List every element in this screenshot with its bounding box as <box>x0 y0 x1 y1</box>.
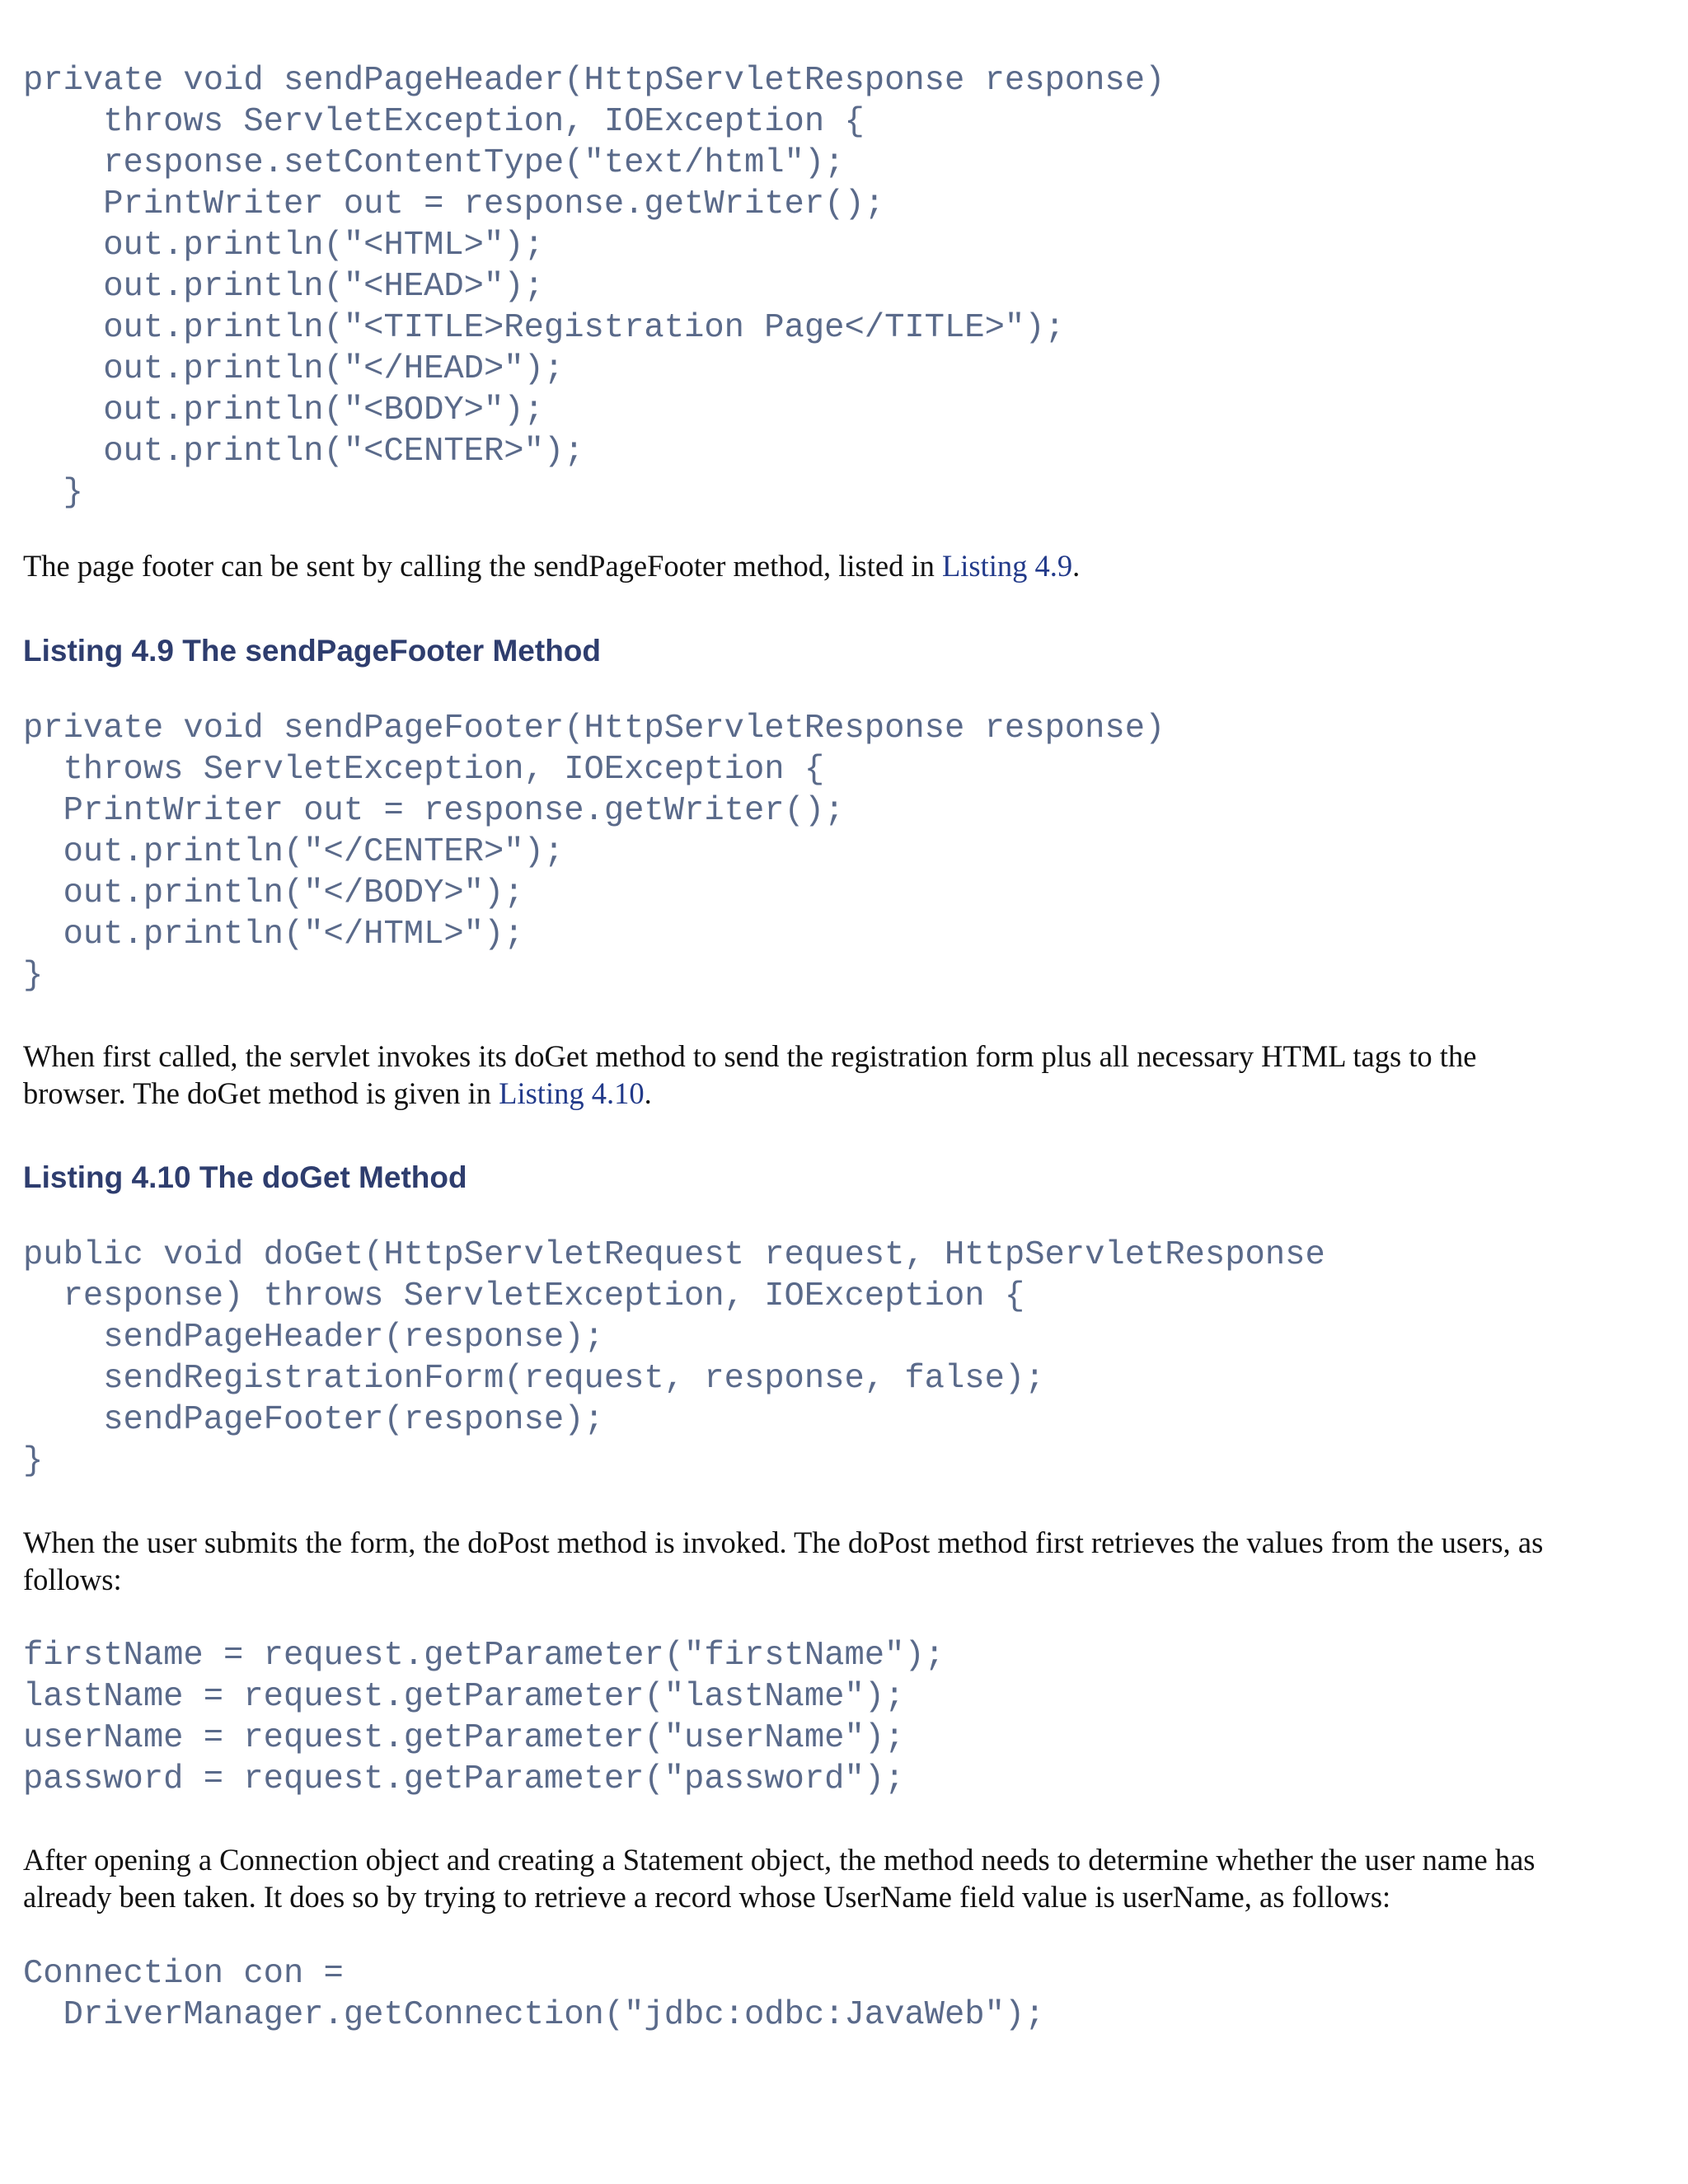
code-line: out.println("<CENTER>"); <box>23 433 584 471</box>
paragraph-connection-intro: After opening a Connection object and creating a Statement object, the method needs to determine whether the user name has already been taken. It does so by trying to retrieve a record whose UserName field value is userName, as follows: <box>23 1843 1536 1914</box>
document-page <box>23 58 1663 2036</box>
code-line: out.println("</HEAD>"); <box>23 350 565 388</box>
code-line: public void doGet(HttpServletRequest request, HttpServletResponse <box>23 1236 1325 1274</box>
code-line: private void sendPageHeader(HttpServletResponse response) <box>23 62 1165 100</box>
code-line: lastName = request.getParameter("lastName"); <box>23 1678 905 1716</box>
code-line: throws ServletException, IOException { <box>23 103 865 141</box>
paragraph-footer-intro: The page footer can be sent by calling the sendPageFooter method, listed in Listing 4.9. <box>23 549 1081 583</box>
code-line: out.println("</CENTER>"); <box>23 833 565 871</box>
code-line: firstName = request.getParameter("firstName"); <box>23 1637 945 1675</box>
code-line: out.println("<TITLE>Registration Page</TITLE>"); <box>23 309 1065 347</box>
code-block-send-page-footer <box>23 708 1663 996</box>
code-line: PrintWriter out = response.getWriter(); <box>23 185 885 223</box>
code-line: userName = request.getParameter("userName"); <box>23 1719 905 1757</box>
code-block-doget <box>23 1235 1663 1482</box>
code-line: out.println("<BODY>"); <box>23 391 544 429</box>
code-line: response) throws ServletException, IOException { <box>23 1277 1025 1315</box>
code-line: DriverManager.getConnection("jdbc:odbc:JavaWeb"); <box>23 1996 1045 2034</box>
code-line: } <box>23 474 83 512</box>
code-block-connection <box>23 1953 1663 2036</box>
code-line: PrintWriter out = response.getWriter(); <box>23 792 845 830</box>
code-line: out.println("</HTML>"); <box>23 916 524 954</box>
heading-listing-4-9: Listing 4.9 The sendPageFooter Method <box>23 634 602 668</box>
heading-listing-4-10: Listing 4.10 The doGet Method <box>23 1160 467 1194</box>
code-line: throws ServletException, IOException { <box>23 751 825 789</box>
code-line: private void sendPageFooter(HttpServletResponse response) <box>23 710 1165 748</box>
code-block-get-parameters <box>23 1635 1663 1800</box>
code-block-send-page-header <box>23 60 1663 513</box>
code-line: out.println("<HTML>"); <box>23 227 544 265</box>
code-line: out.println("</BODY>"); <box>23 874 524 912</box>
code-line: } <box>23 1442 44 1480</box>
link-listing-4-10[interactable]: Listing 4.10 <box>499 1076 645 1110</box>
paragraph-doget-intro: When first called, the servlet invokes its doGet method to send the registration form plus all necessary HTML tags to the browser. The doGet method is given in Listing 4.10. <box>23 1039 1477 1110</box>
code-line: Connection con = <box>23 1955 344 1993</box>
paragraph-dopost-intro: When the user submits the form, the doPost method is invoked. The doPost method first retrieves the values from the users, as follows: <box>23 1526 1544 1596</box>
code-line: password = request.getParameter("password"); <box>23 1760 905 1798</box>
code-line: sendRegistrationForm(request, response, false); <box>23 1360 1045 1398</box>
code-line: out.println("<HEAD>"); <box>23 268 544 306</box>
code-line: } <box>23 957 44 995</box>
code-line: sendPageFooter(response); <box>23 1401 604 1439</box>
code-line: response.setContentType("text/html"); <box>23 144 845 182</box>
link-listing-4-9[interactable]: Listing 4.9 <box>941 549 1073 583</box>
code-line: sendPageHeader(response); <box>23 1319 604 1357</box>
